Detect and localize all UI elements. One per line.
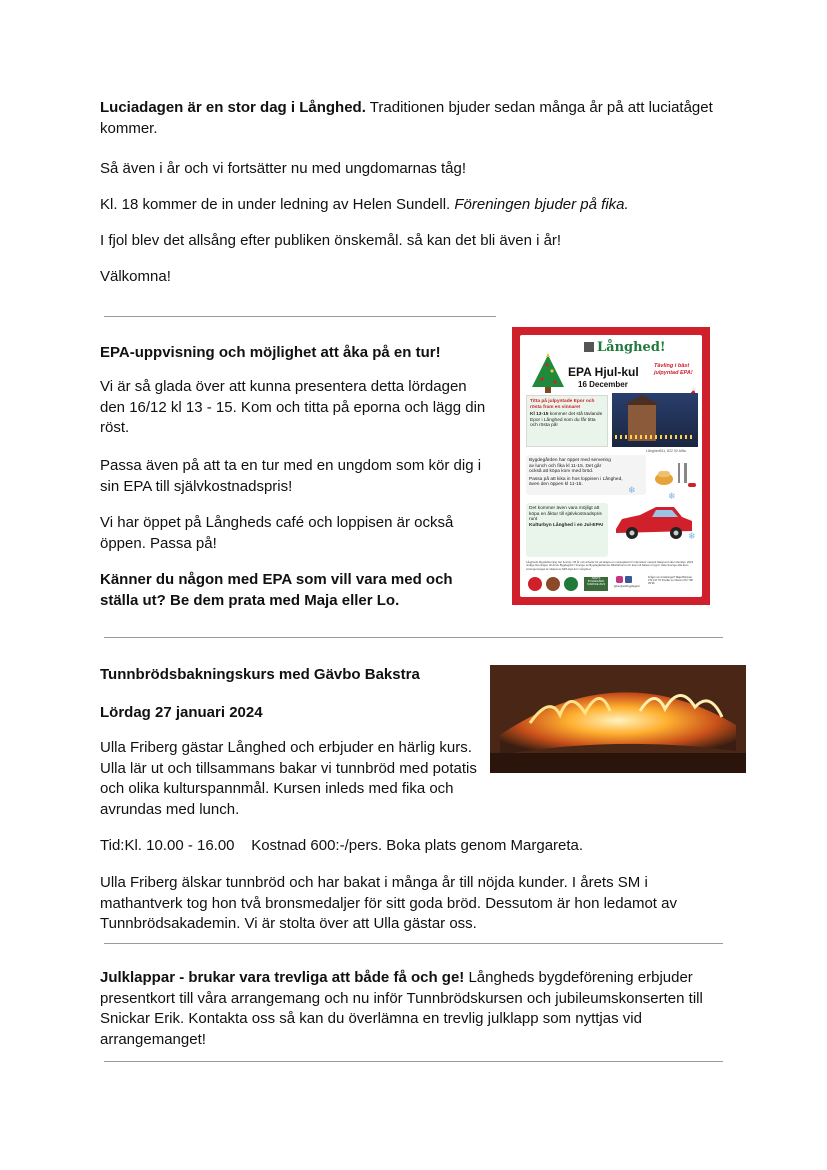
- divider: [104, 1061, 723, 1062]
- poster-box-ride-text: Det kommer även vara möjligt att köpa en åktur till självkostnadspris runt: [529, 506, 602, 523]
- christmas-tree-icon: [528, 351, 568, 395]
- poster-logo: [584, 340, 666, 355]
- epa-heading: EPA-uppvisning och möjlighet att åka på en tur!: [100, 344, 441, 361]
- lucia-p2: Så även i år och vi fortsätter nu med ungdomarnas tåg!: [100, 160, 467, 177]
- lucia-p3-text: Kl. 18 kommer de in under ledning av Helen Sundell.: [100, 196, 455, 213]
- snowflake-icon: ❄: [628, 485, 636, 495]
- poster-box-ride: [526, 503, 608, 557]
- poster-contact: Frågor om funderingar? Maja Bohman 072 217 97 04 eller Lo Olsson 072 728 35 96: [648, 576, 693, 586]
- epa-call-to-action: Känner du någon med EPA som vill vara med och ställa ut? Be dem prata med Maja eller Lo.: [100, 571, 453, 609]
- poster-fine-print: Långheds Bygdeförening har funnits i 35 år och arbetar för att skapa en mötesplats för människor oavsett bakgrund eller identitet. 2023 utsågs föreningen till Årets Bygdegård i Sverige av Bygdegårdarnas Riksförbund och även till bästa in bygd i Hela Sverige alla åren. Arrangemanget är skapat av EPA Hjul-kul i Långhed.: [526, 560, 694, 571]
- poster-box-vote-body: [530, 412, 604, 429]
- poster-box-vote-time: Kl 13-15: [530, 412, 549, 418]
- poster-social: @langhedsbygdegard: [614, 585, 640, 588]
- lucia-p4: I fjol blev det allsång efter publiken önskemål. så kan det bli även i år!: [100, 232, 562, 249]
- poster-box-cafe-p1: Bygdegården har öppet med servering av lunch och fika kl 11-15. Det går också att köpa korv med bröd.: [529, 458, 611, 475]
- course-p3: Ulla Friberg älskar tunnbröd och har bakat i många år till nöjda kunder. I årets SM i mathantverk tog hon två bronsmedaljer för sitt goda bröd. Dessutom är hon ledamot av Tunnbrödsakademin. Vi är stolta över att Ulla gästar oss.: [100, 874, 677, 932]
- course-date: Lördag 27 januari 2024: [100, 704, 263, 721]
- lucia-p3: [100, 195, 740, 216]
- course-p1: Ulla Friberg gästar Långhed och erbjuder en härlig kurs. Ulla lär ut och tillsammans bakar vi tunnbröd med potatis och olika kulturspannmål. Kursen inleds med fika och avrundas med lunch.: [100, 739, 477, 818]
- gift-lead-rest: Långheds bygdeförening erbjuder presentkort till våra arrangemang och nu inför Tunnbrödskursen och jubileumskonserten till Snickar Erik. Kontakta oss så kan du överlämna en trevlig julklapp som nyttjas vid arrangemanget!: [100, 969, 703, 1048]
- poster-award: ÅRETS BYGDEGÅRD SVERIGE 2023: [584, 577, 608, 591]
- poster-photo-caption: Långhed511, 822 92 Alfta: [646, 449, 686, 453]
- instagram-icon: [616, 576, 623, 583]
- gift-paragraph: [100, 968, 725, 1050]
- lucia-p5: Välkomna!: [100, 268, 171, 285]
- poster-tagline: Tävling i bäst julpyntad EPA!: [654, 363, 693, 376]
- lucia-paragraph: [100, 98, 740, 139]
- poster-box-cafe-p2: Passa på att kika in hos loppisen i Långhed, även den öppen kl 11-15.: [529, 476, 623, 488]
- lucia-lead: Luciadagen är en stor dag i Långhed.: [100, 99, 366, 116]
- facebook-icon: [625, 576, 632, 583]
- snowflake-icon: ❄: [668, 491, 676, 501]
- poster-inner: [520, 335, 702, 597]
- lucia-lead-rest: Traditionen bjuder sedan många år på att luciatåget kommer.: [100, 99, 713, 137]
- epa-p1: Vi är så glada över att kunna presentera detta lördagen den 16/12 kl 13 - 15. Kom och titta på eporna och lägg din röst.: [100, 378, 486, 436]
- poster-title: EPA Hjul-kul: [568, 365, 639, 379]
- poster-box-ride-bold: Kulturbyn Långhed i en Jul-EPA!: [529, 522, 604, 528]
- snowflake-icon: ❄: [688, 531, 696, 541]
- gift-lead: Julklappar - brukar vara trevliga att både få och ge!: [100, 969, 465, 986]
- divider: [104, 943, 723, 944]
- poster-badge-icon: [528, 577, 542, 591]
- divider: [104, 316, 496, 317]
- poster-badge-icon: [546, 577, 560, 591]
- poster-box-vote-text: kommer det stå tävlande Epor i Långhed som du får titta och rösta på!: [530, 412, 603, 429]
- lucia-p3-italic: Föreningen bjuder på fika.: [454, 196, 629, 213]
- red-car-icon: [612, 503, 694, 543]
- food-icon: [652, 459, 696, 489]
- poster-box-vote-head: Titta på julpyntade Epor och rösta fram en vinnare!: [530, 399, 595, 410]
- divider: [104, 637, 723, 638]
- epa-p2: Passa även på att ta en tur med en ungdom som kör dig i sin EPA till självkostnadspris!: [100, 457, 482, 495]
- epa-p3: Vi har öppet på Långheds café och loppisen är också öppen. Passa på!: [100, 514, 454, 552]
- poster-date: 16 December: [578, 380, 628, 389]
- poster-photo-lights: [615, 435, 695, 439]
- course-heading: Tunnbrödsbakningskurs med Gävbo Bakstra: [100, 666, 420, 683]
- poster-badge-icon: [564, 577, 578, 591]
- epa-poster: [512, 327, 710, 605]
- poster-logo-text: Långhed!: [597, 340, 666, 355]
- oven-fire-photo: [490, 665, 746, 773]
- poster-box-vote: [526, 395, 608, 447]
- house-icon: [584, 342, 594, 352]
- poster-footer: [526, 575, 696, 593]
- course-p2: Tid:Kl. 10.00 - 16.00 Kostnad 600:-/pers. Boka plats genom Margareta.: [100, 837, 584, 854]
